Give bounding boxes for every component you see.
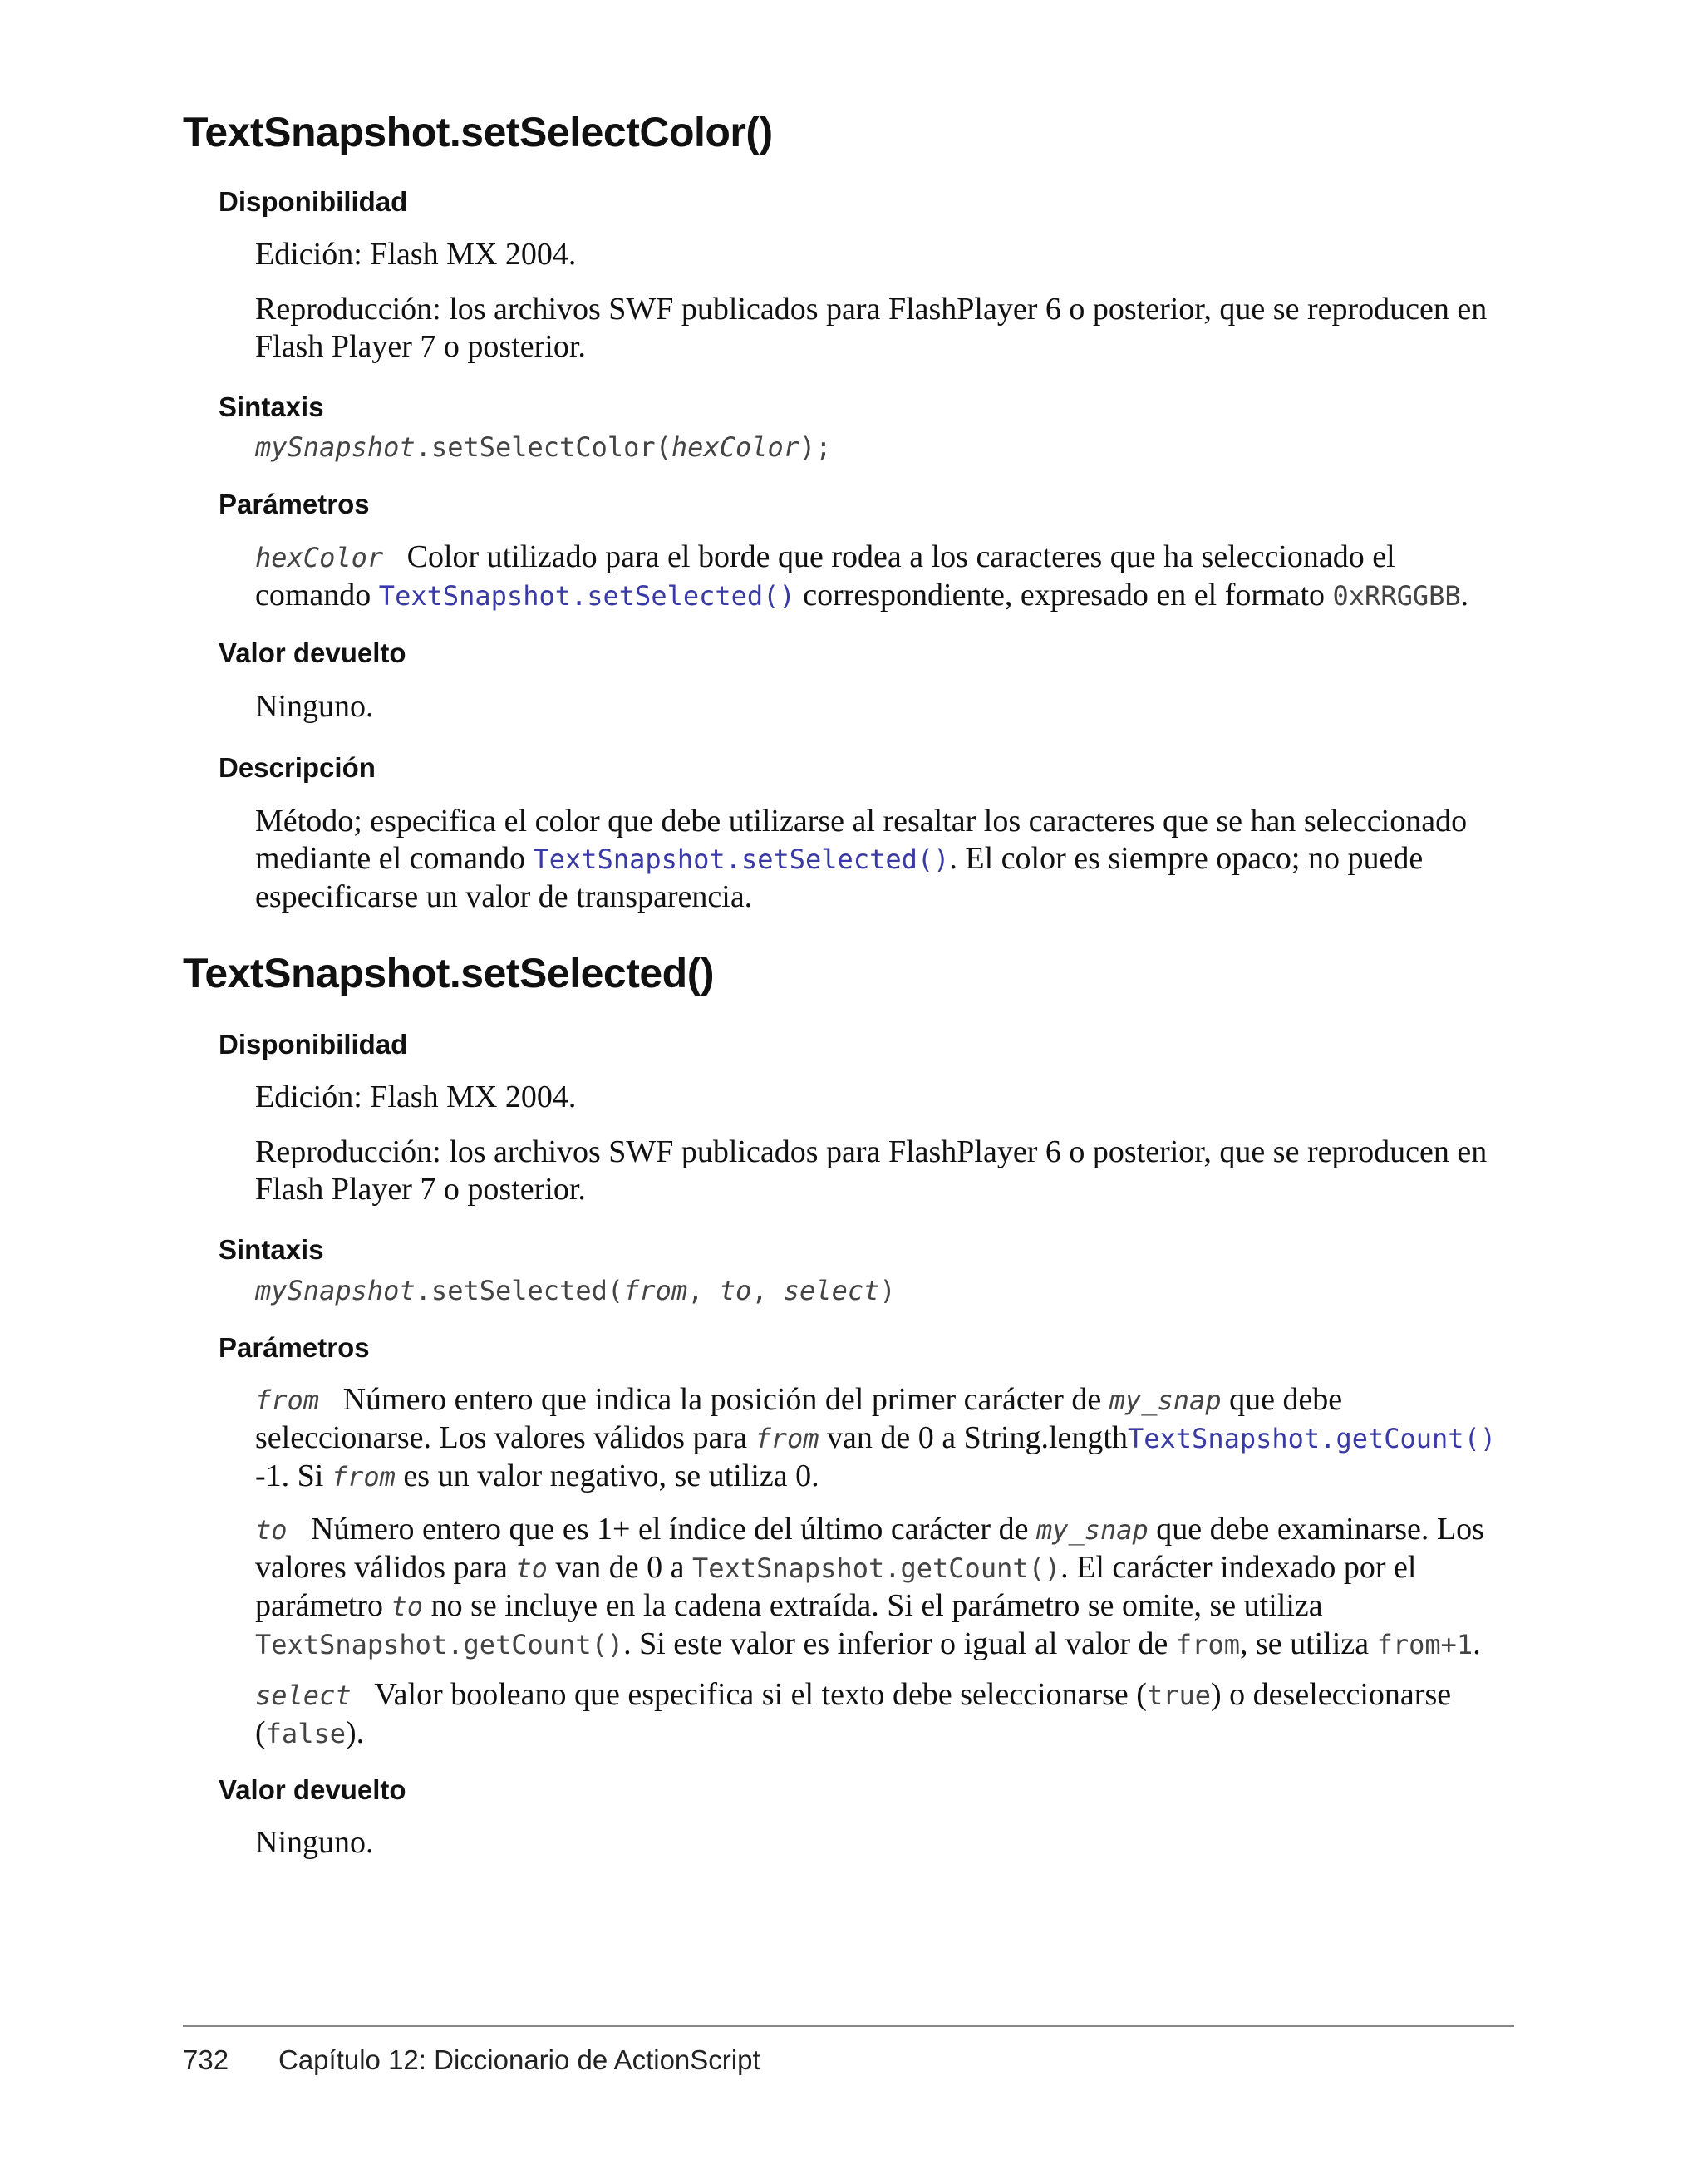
description-text bbox=[255, 803, 1518, 916]
param-text: Valor booleano que especifica si el texto debe seleccionarse ( bbox=[374, 1677, 1147, 1712]
param-text: . Si este valor es inferior o igual al valor de bbox=[623, 1626, 1168, 1661]
heading-parameters: Parámetros bbox=[219, 489, 370, 519]
syntax-method: .setSelectColor( bbox=[415, 431, 671, 463]
heading-description: Descripción bbox=[219, 752, 376, 783]
description-part: Método; especifica el color que debe utilizarse al resaltar los caracteres que se han seleccionado mediante el comando bbox=[255, 804, 1468, 876]
param-code: my_snap bbox=[1109, 1385, 1222, 1416]
param-name: select bbox=[255, 1680, 352, 1711]
syntax-arg: from bbox=[623, 1275, 688, 1306]
param-code: TextSnapshot.getCount() bbox=[692, 1552, 1061, 1584]
return-value-text: Ninguno. bbox=[255, 689, 374, 724]
syntax-code bbox=[255, 1272, 896, 1310]
param-text: , se utiliza bbox=[1239, 1626, 1370, 1661]
section-title-setselectcolor: TextSnapshot.setSelectColor() bbox=[183, 109, 773, 155]
param-text: ) o deseleccionarse ( bbox=[255, 1677, 1452, 1750]
description-part: . El color es siempre opaco; no puede especificarse un valor de transparencia. bbox=[255, 841, 1424, 914]
param-code: true bbox=[1146, 1680, 1212, 1711]
heading-availability: Disponibilidad bbox=[219, 1029, 408, 1060]
param-text: . El carácter indexado por el parámetro bbox=[255, 1550, 1417, 1623]
heading-availability: Disponibilidad bbox=[219, 186, 408, 217]
param-code: from bbox=[755, 1423, 819, 1454]
param-code: my_snap bbox=[1035, 1514, 1149, 1546]
param-text: Número entero que indica la posición del primer carácter de bbox=[342, 1382, 1102, 1417]
heading-syntax: Sintaxis bbox=[219, 391, 324, 422]
param-text: . bbox=[1460, 578, 1469, 612]
syntax-sep: , bbox=[687, 1275, 720, 1306]
availability-edition: Edición: Flash MX 2004. bbox=[255, 1080, 577, 1114]
syntax-arg: hexColor bbox=[671, 431, 800, 463]
param-code: to bbox=[515, 1552, 548, 1584]
syntax-end: ); bbox=[799, 431, 832, 463]
return-value-text: Ninguno. bbox=[255, 1825, 374, 1860]
param-code: from bbox=[331, 1461, 396, 1493]
availability-playback: Reproducción: los archivos SWF publicados para FlashPlayer 6 o posterior, que se reproducen en Flash Player 7 o posterior. bbox=[255, 292, 1488, 364]
heading-syntax: Sintaxis bbox=[219, 1234, 324, 1265]
param-text: es un valor negativo, se utiliza 0. bbox=[403, 1458, 819, 1493]
syntax-arg: select bbox=[783, 1275, 880, 1306]
syntax-end: ) bbox=[879, 1275, 896, 1306]
param-format-code: 0xRRGGBB bbox=[1332, 580, 1461, 612]
param-code: from bbox=[1175, 1629, 1240, 1660]
param-name: to bbox=[255, 1514, 288, 1546]
footer-divider bbox=[183, 2025, 1514, 2027]
page-footer bbox=[183, 2044, 760, 2076]
param-text: van de 0 a String.length bbox=[827, 1420, 1128, 1455]
page-number: 732 bbox=[183, 2044, 229, 2075]
param-text: que debe examinarse. Los valores válidos para bbox=[255, 1512, 1484, 1585]
syntax-object: mySnapshot bbox=[255, 1275, 416, 1306]
availability-playback: Reproducción: los archivos SWF publicados para FlashPlayer 6 o posterior, que se reproducen en Flash Player 7 o posterior. bbox=[255, 1134, 1488, 1207]
heading-return-value: Valor devuelto bbox=[219, 637, 406, 668]
link-setselected[interactable]: TextSnapshot.setSelected() bbox=[533, 844, 950, 875]
syntax-method: .setSelected( bbox=[415, 1275, 624, 1306]
param-hexcolor bbox=[255, 539, 1518, 615]
param-text: ). bbox=[345, 1715, 365, 1750]
param-text: Número entero que es 1+ el índice del último carácter de bbox=[311, 1512, 1029, 1547]
syntax-code bbox=[255, 429, 832, 466]
param-code: TextSnapshot.getCount() bbox=[255, 1629, 624, 1660]
section-title-setselected: TextSnapshot.setSelected() bbox=[183, 950, 715, 996]
syntax-arg: to bbox=[719, 1275, 752, 1306]
param-text: no se incluye en la cadena extraída. Si el parámetro se omite, se utiliza bbox=[430, 1588, 1323, 1623]
param-code: to bbox=[391, 1591, 424, 1622]
syntax-object: mySnapshot bbox=[255, 431, 416, 463]
param-code: false bbox=[265, 1718, 346, 1749]
availability-edition: Edición: Flash MX 2004. bbox=[255, 237, 577, 272]
param-text: . bbox=[1473, 1626, 1481, 1661]
link-getcount[interactable]: TextSnapshot.getCount() bbox=[1127, 1423, 1497, 1454]
heading-parameters: Parámetros bbox=[219, 1332, 370, 1363]
param-code: from+1 bbox=[1376, 1629, 1473, 1660]
param-name: from bbox=[255, 1385, 320, 1416]
param-name: hexColor bbox=[255, 542, 384, 573]
syntax-sep: , bbox=[751, 1275, 784, 1306]
param-text: Color utilizado para el borde que rodea a los caracteres que ha seleccionado el comando bbox=[255, 539, 1395, 612]
param-to bbox=[255, 1511, 1518, 1664]
param-text: correspondiente, expresado en el formato bbox=[803, 578, 1326, 612]
chapter-title: Capítulo 12: Diccionario de ActionScript bbox=[278, 2044, 760, 2075]
param-select bbox=[255, 1676, 1518, 1753]
param-text: van de 0 a bbox=[555, 1550, 685, 1585]
param-from bbox=[255, 1381, 1518, 1496]
link-setselected[interactable]: TextSnapshot.setSelected() bbox=[378, 580, 795, 612]
param-text: -1. Si bbox=[255, 1458, 324, 1493]
param-text: que debe seleccionarse. Los valores válidos para bbox=[255, 1382, 1343, 1455]
heading-return-value: Valor devuelto bbox=[219, 1774, 406, 1805]
